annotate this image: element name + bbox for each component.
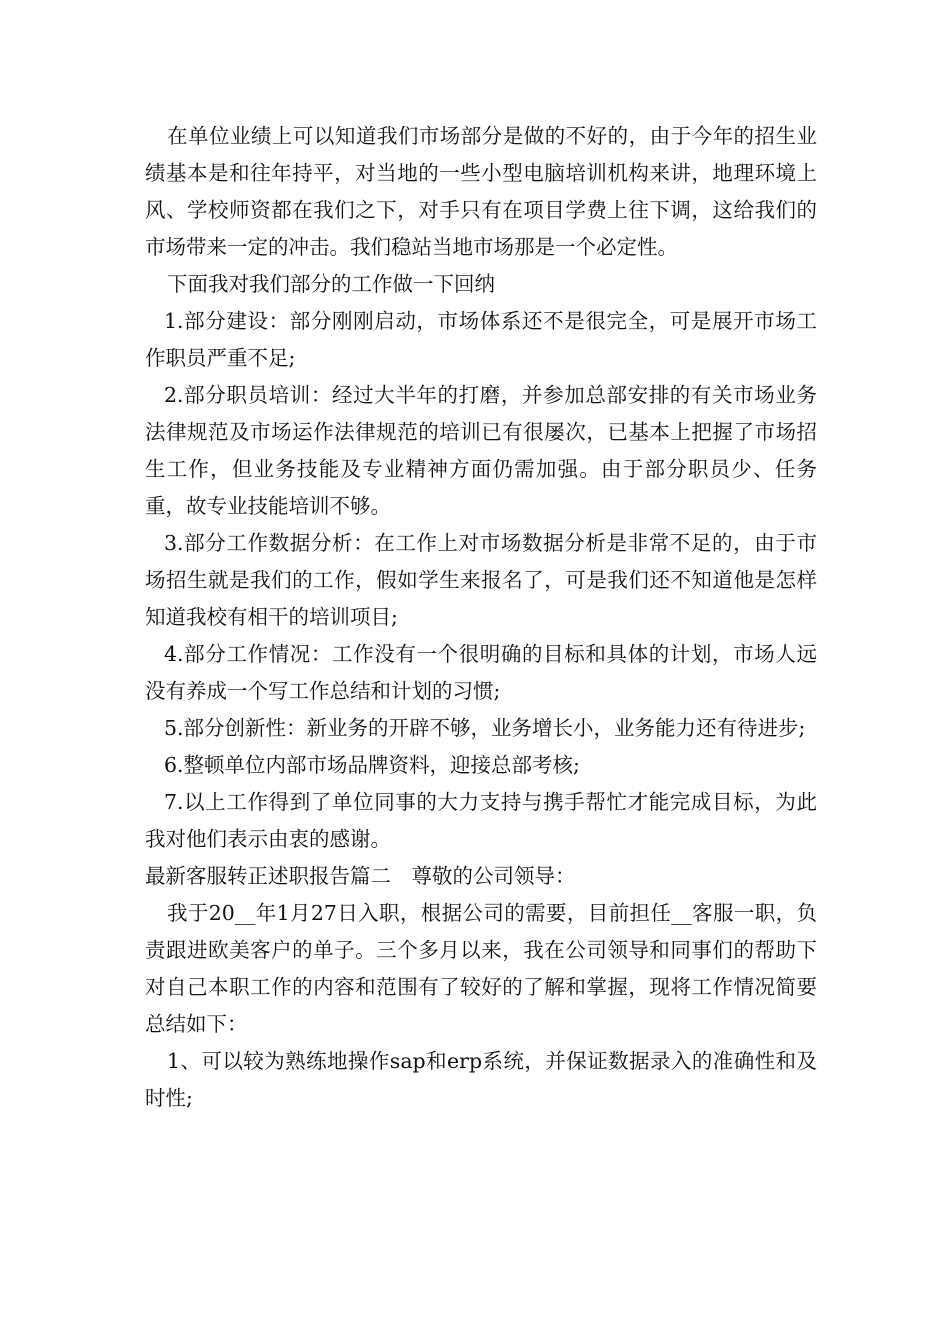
list-item-brand-materials: 6.整顿单位内部市场品牌资料，迎接总部考核;: [164, 753, 580, 777]
list-item-acknowledgement: 7.以上工作得到了单位同事的大力支持与携手帮忙才能完成目标，为此我对他们表示由衷的感谢。: [145, 790, 817, 851]
list-item-sap-erp: 1、可以较为熟练地操作sap和erp系统，并保证数据录入的准确性和及时性;: [145, 1049, 817, 1110]
paragraph-market-performance: 在单位业绩上可以知道我们市场部分是做的不好的，由于今年的招生业绩基本是和往年持平，对当地的一些小型电脑培训机构来讲，地理环境上风、学校师资都在我们之下，对手只有在项目学费上往下调，这给我们的市场带来一定的冲击。我们稳站当地市场那是一个必定性。: [145, 124, 817, 259]
list-item-innovation: 5.部分创新性：新业务的开辟不够，业务增长小，业务能力还有待进步;: [164, 716, 806, 740]
paragraph-summary-intro: 下面我对我们部分的工作做一下回纳: [167, 272, 495, 296]
list-item-work-status: 4.部分工作情况：工作没有一个很明确的目标和具体的计划，市场人远没有养成一个写工作总结和计划的习惯;: [145, 642, 817, 703]
list-item-staff-training: 2.部分职员培训：经过大半年的打磨，并参加总部安排的有关市场业务法律规范及市场运作法律规范的培训已有很屡次，已基本上把握了市场招生工作，但业务技能及专业精神方面仍需加强。由于部分职员少、任务重，故专业技能培训不够。: [145, 383, 817, 518]
section-heading: 最新客服转正述职报告篇二 尊敬的公司领导：: [145, 864, 576, 888]
list-item-data-analysis: 3.部分工作数据分析：在工作上对市场数据分析是非常不足的，由于市场招生就是我们的工作，假如学生来报名了，可是我们还不知道他是怎样知道我校有相干的培训项目;: [145, 531, 817, 629]
document-body: [145, 118, 817, 1117]
list-item-department-building: 1.部分建设：部分刚刚启动，市场体系还不是很完全，可是展开市场工作职员严重不足;: [145, 309, 817, 370]
paragraph-onboarding: 我于20__年1月27日入职，根据公司的需要，目前担任__客服一职，负责跟进欧美客户的单子。三个多月以来，我在公司领导和同事们的帮助下对自己本职工作的内容和范围有了较好的了解和掌握，现将工作情况简要总结如下：: [145, 901, 817, 1036]
